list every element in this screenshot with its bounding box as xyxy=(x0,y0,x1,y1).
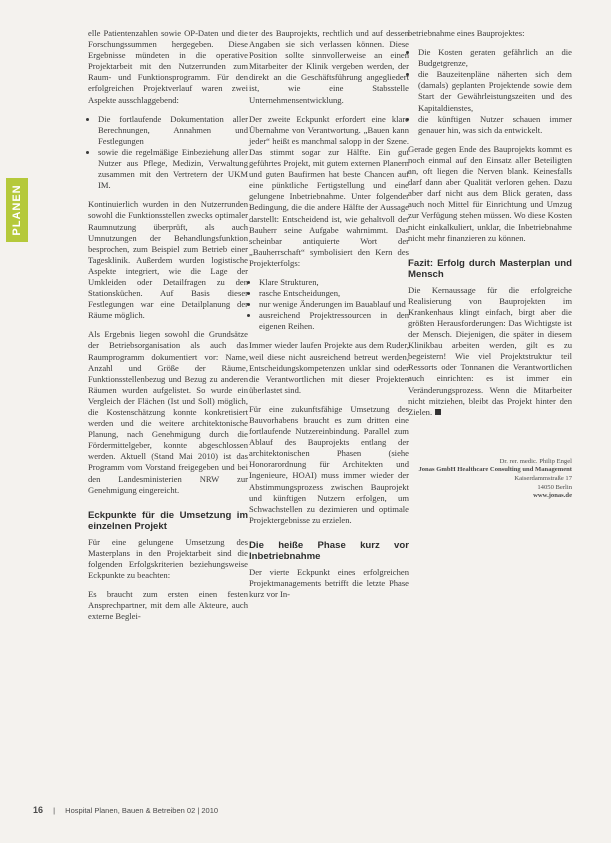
paragraph: Immer wieder laufen Projekte aus dem Ruder, weil diese nicht ausreichend betreut werden, Entscheidungskompetenzen unklar sind oder die Verantwortlichen mit dieser Projekten überlastet sind. xyxy=(249,340,409,395)
end-mark-icon xyxy=(435,409,441,415)
publication-name: Hospital Planen, Bauen & Betreiben 02 | 2010 xyxy=(65,806,219,815)
column-2 xyxy=(249,28,409,608)
author-name: Dr. rer. medic. Philip Engel xyxy=(499,457,572,465)
list-item: • sowie die regelmäßige Einbeziehung aller Nutzer aus Pflege, Medizin, Verwaltung zusammen mit den Vertretern der UKM IM. xyxy=(98,147,248,191)
footer-separator: | xyxy=(53,806,56,815)
column-3 xyxy=(408,28,572,501)
author-company: Jonas GmbH Healthcare Consulting und Management xyxy=(418,466,572,474)
page-footer xyxy=(33,805,218,815)
column-1 xyxy=(88,28,248,630)
paragraph: Für eine zukunftsfähige Umsetzung des Bauvorhabens braucht es zum dritten eine fortlaufende Nutzereinbindung. Parallel zum Ablauf des Bauprojekts entlang der architektonischen Phasen (siehe Honorarordnung für Architekten und Ingenieure, HOAI) muss immer wieder der Abstimmungsprozess zwischen Bauprojekt und künftigen Nutzern erfolgen, um Schwachstellen zu dezimieren und optimale Projektergebnisse zu erzielen. xyxy=(249,403,409,525)
paragraph: Der vierte Eckpunkt eines erfolgreichen Projektmanagements betrifft die letzte Phase kurz vor In- xyxy=(249,566,409,600)
author-block xyxy=(408,458,572,501)
paragraph: Es braucht zum ersten einen festen Ansprechpartner, mit dem alle Akteure, auch externe Beglei- xyxy=(88,589,248,622)
paragraph: elle Patientenzahlen sowie OP-Daten und die Forschungssummen hergegeben. Diese Ergebnisse mündeten in die operative Projektarbeit mit den Nutzerrunden zum Raum- und Funktionsprogramm. Für den erfolgreichen Projektverlauf waren zwei Aspekte ausschlaggebend: xyxy=(88,28,248,105)
author-street: Kaiserdammstraße 17 xyxy=(514,475,572,482)
paragraph-text: Die Kernaussage für die erfolgreiche Realisierung von Bauprojekten im Krankenhaus klingt einfach, birgt aber die größten Herausforderungen: Das Wichtigste ist der Mensch. Diejenigen, die später in diesem Klinikbau arbeiten werden, gilt es zu begeistern! Wie viel Projektstruktur teil Ressorts oder Tonnanen die Verantwortlichen auch einrichten: es ist immer ein Veränderungsprozess. Wenn die Mitarbeiter nicht mitziehen, bleibt das Projekt hinter den Zielen. xyxy=(408,284,572,417)
bullet-list xyxy=(408,47,572,136)
section-heading: Fazit: Erfolg durch Masterplan und Mensch xyxy=(408,257,572,281)
list-item: • die Bauzeitenpläne näherten sich dem (damals) geplanten Projektende sowie dem Start der Gewährleistungszeiten und des Kapitaldienstes, xyxy=(418,69,572,113)
bullet-list xyxy=(88,114,248,192)
list-item: • ausreichend Projektressourcen in den eigenen Reihen. xyxy=(259,310,409,332)
page-number: 16 xyxy=(33,805,44,815)
paragraph: betriebnahme eines Bauprojektes: xyxy=(408,28,525,38)
section-heading: Die heiße Phase kurz vor Inbetriebnahme xyxy=(249,539,409,563)
list-item: • rasche Entscheidungen, xyxy=(259,288,409,299)
paragraph: Für eine gelungene Umsetzung des Masterplans in den Projektarbeit sind die folgenden Erfolgskriterien beziehungsweise Eckpunkte zu beachten: xyxy=(88,536,248,581)
section-tab-label: PLANEN xyxy=(11,184,23,236)
paragraph: Der zweite Eckpunkt erfordert eine klare Übernahme von Verantwortung. „Bauen kann jeder“ heißt es manchmal salopp in der Szene. Das stimmt sogar zur Hälfte. Ein gut geführtes Projekt, mit gutem externen Planern und guten Baufirmen hat beste Chancen auf eine pünktliche Fertigstellung und eine gelungene Inbetriebnahme. Unter folgender Bedingung, die die andere Hälfte der Aussage darstellt: Entscheidend ist, wie gehaltvoll der Bauherr seine Aufgabe wahrnimmt. Das scheinbar antiquierte Wort der „Bauherrschaft“ symbolisiert den Kern des Projekterfolgs: xyxy=(249,113,409,268)
sidebar xyxy=(0,0,30,843)
list-item: • Die Kosten geraten gefährlich an die Budgetgrenze, xyxy=(418,47,572,69)
list-item: • Klare Strukturen, xyxy=(259,277,409,288)
paragraph: ter des Bauprojekts, rechtlich und auf dessen Angaben sie sich verlassen können. Diese Position sollte sinnvollerweise an einen Mitarbeiter der Klinik vergeben werden, der direkt an die Geschäftsführung angegliedert ist, wie eine Stabsstelle Unternehmensentwicklung. xyxy=(249,28,409,105)
list-item: • Die fortlaufende Dokumentation aller Berechnungen, Annahmen und Festlegungen xyxy=(98,114,248,147)
paragraph: Kontinuierlich wurden in den Nutzerrunden sowohl die Funktionsstellen zwecks optimaler Raumnutzung überprüft, als auch Umnutzungen der Behandlungsfunktion besprochen, zum Beispiel zum Betrieb einer Tagesklinik. Außerdem wurden logistische Aspekte integriert, wie die Lage der Umkleiden oder Detailfragen zu den Stationsküchen. Auf Basis dieser Festlegungen war eine Detailplanung der Räume möglich. xyxy=(88,199,248,321)
list-item: • die künftigen Nutzer schauen immer genauer hin, was sich da entwickelt. xyxy=(418,114,572,136)
section-tab xyxy=(6,178,28,242)
bullet-list xyxy=(249,277,409,332)
section-heading: Eckpunkte für die Umsetzung im einzelnen Projekt xyxy=(88,509,248,533)
author-web: www.jonas.de xyxy=(533,492,572,500)
paragraph: Als Ergebnis liegen sowohl die Grundsätze der Betriebsorganisation als auch das Raumprogramm dokumentiert vor: Name, Anzahl und Größe der Räume, Funktionsstellenbezug und Bezug zu anderen Räumen wurden aufgelistet. So wurde ein Vergleich der Flächen (Ist und Soll) möglich, die Kostenschätzung konnte konkretisiert werden und die weitere architektonische Planung, nach Genehmigung durch die Fördermittelgeber, konnte abgeschlossen werden. Aktuell (Stand Mai 2010) ist das Programm vom Vorstand freigegeben und bei den Landesministerien NRW zur Genehmigung eingereicht. xyxy=(88,329,248,495)
paragraph xyxy=(408,285,572,418)
paragraph: Gerade gegen Ende des Bauprojekts kommt es noch einmal auf den Einsatz aller Beteiligten an, oft liegen die Nerven blank. Keinesfalls darf dann aber Qualität verloren gehen. Dazu aber darf nicht aus dem Blick geraten, dass auch noch Mittel für Einrichtung und Umzug zur Verfügung stehen müssen. Wo diese Kosten nicht einkalkuliert, unklar, die Inbetriebnahme nicht mehr finanzieren zu können. xyxy=(408,143,572,243)
list-item: • nur wenige Änderungen im Bauablauf und xyxy=(259,299,409,310)
author-city: 14050 Berlin xyxy=(537,483,572,491)
